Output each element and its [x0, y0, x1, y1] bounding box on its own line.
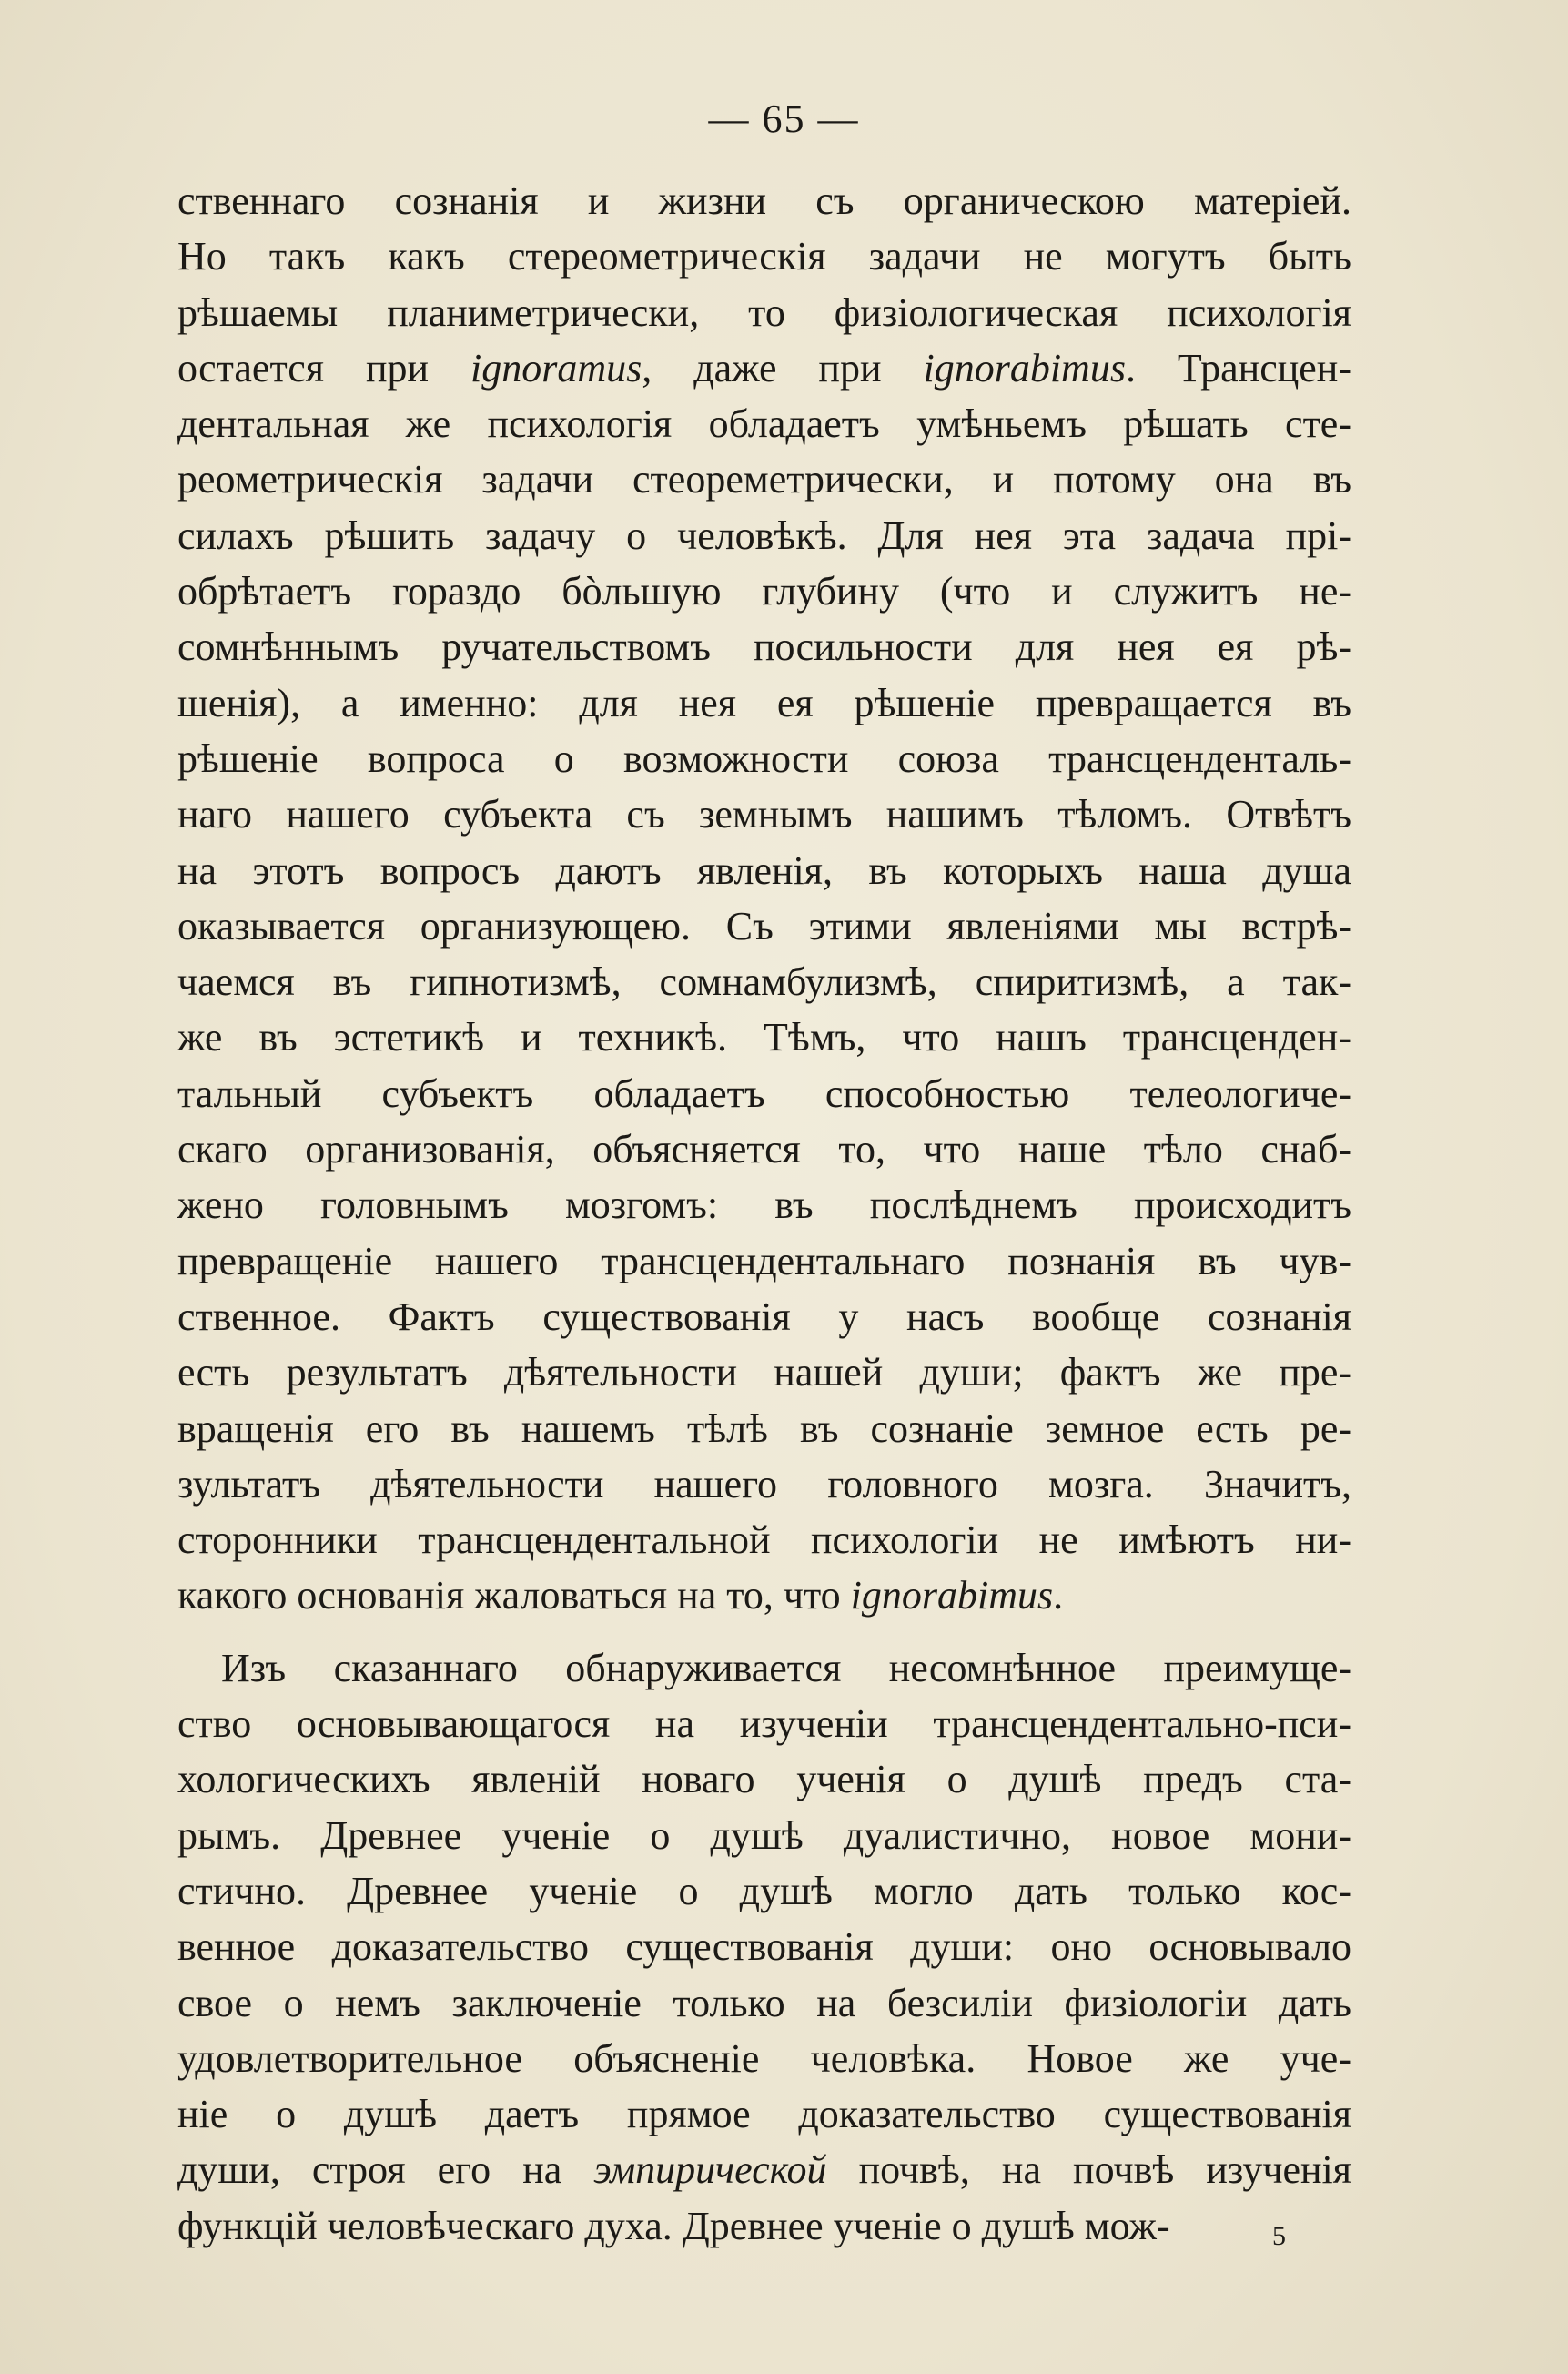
text-segment: дентальная же психологія обладаетъ умѣньемъ рѣшать сте- [177, 401, 1351, 447]
text-segment: свое о немъ заключеніе только на безсиліи физіологіи дать [177, 1980, 1351, 2025]
text-segment: ніе о душѣ даетъ прямое доказательство существованія [177, 2092, 1351, 2137]
text-segment: обрѣтаетъ гораздо бòльшую глубину (что и служитъ не- [177, 569, 1351, 614]
paragraph-spacer [177, 1624, 1351, 1640]
text-line [177, 173, 1351, 228]
text-line [177, 563, 1351, 619]
text-segment: реометрическія задачи стеореметрически, и потому она въ [177, 457, 1351, 502]
text-line [177, 340, 1351, 396]
text-segment: удовлетворительное объясненіе человѣка. Новое же уче- [177, 2035, 1351, 2081]
text-line [177, 1512, 1351, 1567]
text-line [177, 1863, 1351, 1919]
text-line [177, 786, 1351, 842]
text-segment: остается при [177, 345, 470, 391]
text-segment: стично. Древнее ученіе о душѣ могло дать только кос- [177, 1868, 1351, 1913]
text-line [177, 1751, 1351, 1807]
text-segment: оказывается организующею. Съ этими явленіями мы встрѣ- [177, 903, 1351, 949]
body-text [177, 173, 1351, 2254]
text-line [177, 1456, 1351, 1512]
text-segment: венное доказательство существованія души: оно основывало [177, 1924, 1351, 1970]
text-line [177, 1696, 1351, 1751]
text-line [177, 2142, 1351, 2197]
text-segment: скаго организованія, объясняется то, что наше тѣло снаб- [177, 1127, 1351, 1172]
text-segment: . Трансцен- [1125, 345, 1351, 391]
text-line [177, 731, 1351, 786]
text-segment: Изъ сказаннаго обнаруживается несомнѣнное преимуще- [221, 1645, 1351, 1690]
text-line [177, 285, 1351, 340]
text-line [177, 1121, 1351, 1177]
text-segment: силахъ рѣшить задачу о человѣкѣ. Для нея эта задача прі- [177, 512, 1351, 558]
text-segment: хологическихъ явленій новаго ученія о душѣ предъ ста- [177, 1757, 1351, 1802]
text-line [177, 1233, 1351, 1289]
text-segment: рѣшеніе вопроса о возможности союза трансценденталь- [177, 736, 1351, 781]
text-line [177, 508, 1351, 563]
text-line [177, 2086, 1351, 2142]
paragraph [177, 173, 1351, 1624]
text-line [177, 2031, 1351, 2086]
text-segment: жено головнымъ мозгомъ: въ послѣднемъ происходитъ [177, 1182, 1351, 1228]
text-line [177, 1975, 1351, 2031]
text-line [177, 1289, 1351, 1344]
text-line [177, 1401, 1351, 1456]
text-line [177, 898, 1351, 954]
text-segment: рымъ. Древнее ученіе о душѣ дуалистично, новое мони- [177, 1812, 1351, 1858]
italic-term: ignorabimus [923, 345, 1126, 391]
text-line [177, 1177, 1351, 1233]
text-line [177, 1640, 1351, 1696]
text-line [177, 619, 1351, 675]
text-segment: сторонники трансцендентальной психологіи не имѣютъ ни- [177, 1517, 1351, 1563]
text-line [177, 396, 1351, 451]
italic-term: эмпирической [593, 2147, 827, 2193]
text-line [177, 228, 1351, 284]
text-segment: почвѣ, на почвѣ изученія [826, 2147, 1351, 2193]
text-segment: шенія), а именно: для нея ея рѣшеніе превращается въ [177, 680, 1351, 725]
text-segment: Но такъ какъ стереометрическія задачи не могутъ быть [177, 234, 1351, 279]
signature-mark: 5 [1272, 2221, 1286, 2251]
text-segment: есть результатъ дѣятельности нашей души; фактъ же пре- [177, 1350, 1351, 1395]
text-line [177, 2198, 1351, 2254]
text-segment: . [1053, 1573, 1064, 1618]
text-line [177, 1066, 1351, 1121]
text-line [177, 954, 1351, 1009]
text-segment: сомнѣннымъ ручательствомъ посильности для нея ея рѣ- [177, 624, 1351, 670]
text-segment: чаемся въ гипнотизмѣ, сомнамбулизмѣ, спиритизмѣ, а так- [177, 959, 1351, 1005]
text-segment: же въ эстетикѣ и техникѣ. Тѣмъ, что нашъ трансценден- [177, 1015, 1351, 1060]
page-number: — 65 — [708, 96, 860, 141]
text-segment: функцій человѣческаго духа. Древнее ученіе о душѣ мож- [177, 2203, 1170, 2248]
text-segment: наго нашего субъекта съ земнымъ нашимъ тѣломъ. Отвѣтъ [177, 792, 1351, 837]
text-segment: вращенія его въ нашемъ тѣлѣ въ сознаніе земное есть ре- [177, 1405, 1351, 1451]
italic-term: ignoramus [470, 345, 642, 391]
text-segment: какого основанія жаловаться на то, что [177, 1573, 851, 1618]
text-segment: зультатъ дѣятельности нашего головного мозга. Значитъ, [177, 1461, 1351, 1507]
text-segment: ственнаго сознанія и жизни съ органическою матеріей. [177, 178, 1351, 223]
text-segment: тальный субъектъ обладаетъ способностью телеологиче- [177, 1070, 1351, 1116]
text-line [177, 1808, 1351, 1863]
text-segment: на этотъ вопросъ даютъ явленія, въ которыхъ наша душа [177, 847, 1351, 893]
paragraph [177, 1640, 1351, 2254]
text-line [177, 1009, 1351, 1065]
text-segment: , даже при [642, 345, 924, 391]
text-line [177, 1344, 1351, 1400]
italic-term: ignorabimus [850, 1573, 1054, 1618]
text-segment: превращеніе нашего трансцендентальнаго познанія въ чув- [177, 1238, 1351, 1283]
text-line [177, 1919, 1351, 1974]
text-segment: души, строя его на [177, 2147, 594, 2193]
text-line [177, 451, 1351, 507]
text-line [177, 843, 1351, 898]
text-line [177, 675, 1351, 731]
text-segment: рѣшаемы планиметрически, то физіологическая психологія [177, 289, 1351, 335]
text-segment: ственное. Фактъ существованія у насъ вообще сознанія [177, 1294, 1351, 1339]
text-line [177, 1567, 1351, 1623]
text-segment: ство основывающагося на изученіи трансцендентально-пси- [177, 1701, 1351, 1747]
